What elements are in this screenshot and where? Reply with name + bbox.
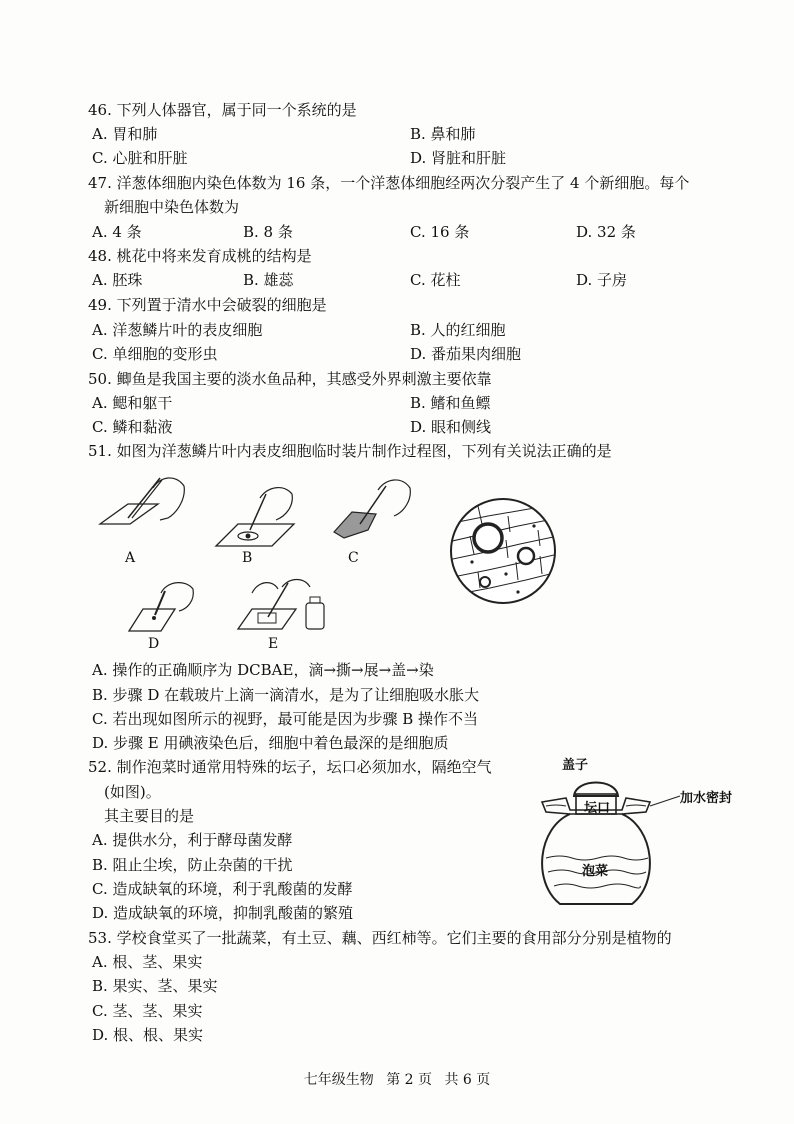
q48-option-d: D. 子房 [576,271,628,289]
q49-option-a: A. 洋葱鳞片叶的表皮细胞 [92,321,263,339]
q52-option-a: A. 提供水分，利于酵母菌发酵 [92,831,293,849]
footer-total: 共 6 页 [444,1072,491,1088]
q50-option-c: C. 鳞和黏液 [92,418,173,436]
jar-lid-label: 盖子 [562,758,589,773]
q47-option-b: B. 8 条 [243,223,293,241]
footer-subject: 七年级生物 [303,1072,374,1088]
q50-option-a: A. 鳃和躯干 [92,394,173,412]
q52-option-d: D. 造成缺氧的环境，抑制乳酸菌的繁殖 [92,904,354,922]
step-d-drawing-wrap [125,575,205,635]
microscope-view [448,496,558,606]
question-52-stem-cont: (如图)。 [104,783,161,801]
jar-content-label: 泡菜 [582,864,609,879]
step-a-label: A [125,550,136,566]
q52-option-b: B. 阻止尘埃，防止杂菌的干扰 [92,856,293,874]
q47-option-d: D. 32 条 [576,223,636,241]
question-50-stem: 50. 鲫鱼是我国主要的淡水鱼品种，其感受外界刺激主要依靠 [88,370,492,388]
q47-option-a: A. 4 条 [92,223,142,241]
q46-option-d: D. 肾脏和肝脏 [410,149,507,167]
step-d-label: D [148,636,160,652]
q51-option-d: D. 步骤 E 用碘液染色后，细胞中着色最深的是细胞质 [92,734,449,752]
question-47-stem: 47. 洋葱体细胞内染色体数为 16 条，一个洋葱体细胞经两次分裂产生了 4 个新细胞。每个 [88,174,690,192]
step-e-drawing-wrap [232,573,332,637]
q53-option-b: B. 果实、茎、果实 [92,977,218,995]
slide-preparation-figure [98,468,338,558]
q53-option-c: C. 茎、茎、果实 [92,1002,203,1020]
question-47-stem-cont: 新细胞中染色体数为 [104,198,240,216]
question-51-stem: 51. 如图为洋葱鳞片叶内表皮细胞临时装片制作过程图，下列有关说法正确的是 [88,442,612,460]
q48-option-b: B. 雄蕊 [243,271,294,289]
page-footer [0,1069,794,1089]
steps-abc-drawing [98,468,338,558]
q47-option-c: C. 16 条 [410,223,470,241]
question-52-stem-cont2: 其主要目的是 [104,807,195,825]
q46-option-a: A. 胃和肺 [92,125,158,143]
step-d-drawing [125,575,205,635]
q48-option-c: C. 花柱 [410,271,461,289]
jar-mouth-label: 坛口 [584,801,611,816]
q51-option-b: B. 步骤 D 在载玻片上滴一滴清水，是为了让细胞吸水胀大 [92,686,480,704]
step-c-label: C [348,550,359,566]
pickle-jar-figure [536,772,666,916]
seal-pointer-line [648,790,682,810]
question-48-stem: 48. 桃花中将来发育成桃的结构是 [88,247,312,265]
q48-option-a: A. 胚珠 [92,271,143,289]
q52-option-c: C. 造成缺氧的环境，利于乳酸菌的发酵 [92,880,353,898]
question-46-stem: 46. 下列人体器官，属于同一个系统的是 [88,101,357,119]
q50-option-b: B. 鳍和鱼鳔 [410,394,491,412]
q51-option-a: A. 操作的正确顺序为 DCBAE，滴→撕→展→盖→染 [92,661,434,679]
q51-option-c: C. 若出现如图所示的视野，最可能是因为步骤 B 操作不当 [92,710,479,728]
step-c-drawing-wrap [330,468,420,548]
q53-option-d: D. 根、根、果实 [92,1026,204,1044]
question-52-stem: 52. 制作泡菜时通常用特殊的坛子，坛口必须加水，隔绝空气 [88,758,492,776]
q53-option-a: A. 根、茎、果实 [92,953,203,971]
q49-option-d: D. 番茄果肉细胞 [410,345,522,363]
q50-option-d: D. 眼和侧线 [410,418,492,436]
microscope-view-drawing [448,496,558,606]
pickle-jar-drawing [536,772,666,916]
step-b-label: B [242,550,253,566]
q49-option-c: C. 单细胞的变形虫 [92,345,218,363]
q46-option-c: C. 心脏和肝脏 [92,149,188,167]
footer-page: 第 2 页 [386,1072,432,1088]
question-53-stem: 53. 学校食堂买了一批蔬菜，有土豆、藕、西红柿等。它们主要的食用部分分别是植物的 [88,929,672,947]
question-49-stem: 49. 下列置于清水中会破裂的细胞是 [88,296,327,314]
jar-seal-label: 加水密封 [680,791,733,806]
q46-option-b: B. 鼻和肺 [410,125,476,143]
step-c-drawing [330,468,420,548]
step-e-label: E [268,636,279,652]
q49-option-b: B. 人的红细胞 [410,321,506,339]
step-e-drawing [232,573,332,637]
